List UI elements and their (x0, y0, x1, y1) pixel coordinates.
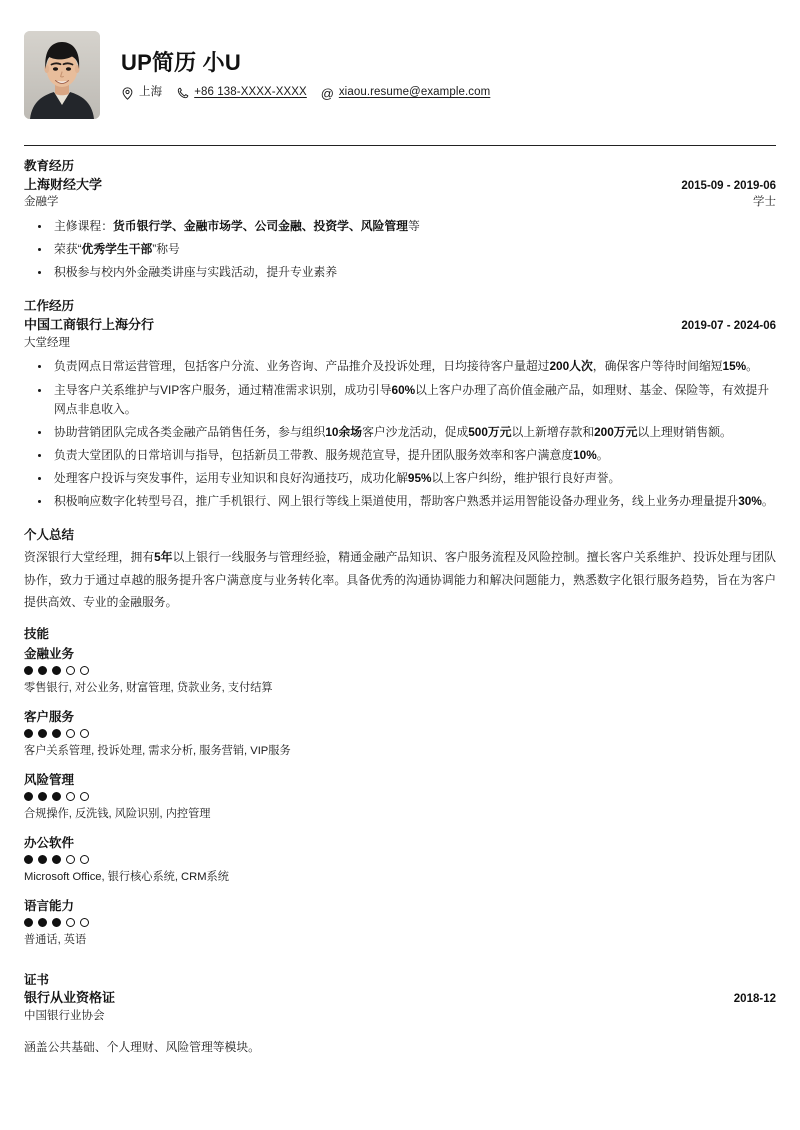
page-title: UP简历 小U (121, 50, 241, 76)
rating-dot-empty (66, 666, 75, 675)
skill-keywords: Microsoft Office, 银行核心系统, CRM系统 (24, 870, 229, 883)
section-title-summary: 个人总结 (24, 528, 75, 543)
education-bullets (24, 217, 776, 282)
rating-dot-empty (66, 855, 75, 864)
rating-dot-filled (24, 729, 33, 738)
certificate-issuer: 中国银行业协会 (24, 1009, 105, 1022)
skill-block (24, 834, 776, 886)
at-icon: @ (320, 85, 334, 101)
rating-dot-empty (80, 792, 89, 801)
skill-keywords: 普通话, 英语 (24, 933, 87, 946)
skill-rating (24, 666, 776, 675)
list-item: 荣获“优秀学生干部”称号 (24, 240, 776, 259)
skill-rating (24, 855, 776, 864)
contact-location-text: 上海 (139, 86, 163, 99)
education-entry-head (24, 176, 776, 195)
list-item: 主修课程：货币银行学、金融市场学、公司金融、投资学、风险管理等 (24, 217, 776, 236)
work-entry-head (24, 316, 776, 335)
rating-dot-filled (38, 792, 47, 801)
skills-list (24, 645, 776, 949)
rating-dot-empty (80, 918, 89, 927)
section-title-education: 教育经历 (24, 159, 75, 173)
phone-icon (176, 87, 189, 100)
list-item: 积极响应数字化转型号召，推广手机银行、网上银行等线上渠道使用，帮助客户熟悉并运用智能设备办理业务，线上业务办理量提升30%。 (24, 492, 776, 511)
rating-dot-filled (52, 918, 61, 927)
skill-block (24, 897, 776, 949)
work-date: 2019-07 - 2024-06 (681, 320, 776, 333)
list-item: 负责网点日常运营管理，包括客户分流、业务咨询、产品推介及投诉处理，日均接待客户量超过200人次，确保客户等待时间缩短15%。 (24, 357, 776, 376)
contact-row (121, 87, 776, 100)
resume-header (24, 0, 776, 119)
certificate-date: 2018-12 (733, 993, 776, 1006)
rating-dot-empty (80, 729, 89, 738)
skill-rating (24, 792, 776, 801)
rating-dot-filled (24, 792, 33, 801)
rating-dot-filled (24, 855, 33, 864)
section-work (24, 286, 776, 511)
skill-keywords: 合规操作, 反洗钱, 风险识别, 内控管理 (24, 807, 211, 820)
certificate-description: 涵盖公共基础、个人理财、风险管理等模块。 (24, 1039, 260, 1054)
rating-dot-filled (38, 729, 47, 738)
rating-dot-filled (38, 666, 47, 675)
rating-dot-empty (66, 792, 75, 801)
contact-email-text[interactable]: xiaou.resume@example.com (338, 86, 491, 99)
work-role: 大堂经理 (24, 336, 70, 349)
skill-block (24, 708, 776, 760)
rating-dot-filled (52, 792, 61, 801)
section-title-skills: 技能 (24, 627, 50, 642)
skill-name: 办公软件 (24, 835, 75, 850)
section-summary (24, 515, 776, 614)
contact-location (121, 87, 162, 100)
skill-rating (24, 918, 776, 927)
location-pin-icon (121, 87, 134, 100)
rating-dot-filled (52, 666, 61, 675)
work-company: 中国工商银行上海分行 (24, 317, 155, 333)
certificate-name: 银行从业资格证 (24, 990, 116, 1006)
work-sub-row (24, 335, 776, 352)
rating-dot-empty (66, 729, 75, 738)
rating-dot-filled (52, 729, 61, 738)
section-certificate (24, 960, 776, 1057)
contact-phone-text[interactable]: +86 138-XXXX-XXXX (194, 86, 307, 99)
list-item: 主导客户关系维护与VIP客户服务，通过精准需求识别，成功引导60%以上客户办理了高价值金融产品，如理财、基金、保险等，有效提升网点非息收入。 (24, 381, 776, 419)
rating-dot-filled (24, 918, 33, 927)
rating-dot-empty (80, 666, 89, 675)
header-text (121, 50, 776, 99)
summary-text: 资深银行大堂经理，拥有5年以上银行一线服务与管理经验，精通金融产品知识、客户服务流程及风险控制。擅长客户关系维护、投诉处理与团队协作，致力于通过卓越的服务提升客户满意度与业务转化率。具备优秀的沟通协调能力和解决问题能力，熟悉数字化银行服务趋势，旨在为客户提供高效、专业的金融服务。 (24, 550, 776, 610)
work-bullets (24, 357, 776, 511)
avatar (24, 31, 100, 119)
certificate-sub-row (24, 1008, 776, 1025)
list-item: 协助营销团队完成各类金融产品销售任务，参与组织10余场客户沙龙活动，促成500万元以上新增存款和200万元以上理财销售额。 (24, 423, 776, 442)
education-date: 2015-09 - 2019-06 (681, 179, 776, 192)
rating-dot-filled (24, 666, 33, 675)
list-item: 处理客户投诉与突发事件，运用专业知识和良好沟通技巧，成功化解95%以上客户纠纷，维护银行良好声誉。 (24, 469, 776, 488)
education-sub-row (24, 194, 776, 211)
education-major: 金融学 (24, 196, 59, 209)
contact-email[interactable] (321, 87, 491, 100)
skill-block (24, 645, 776, 697)
skill-name: 金融业务 (24, 646, 75, 661)
education-degree: 学士 (753, 196, 776, 209)
skill-rating (24, 729, 776, 738)
education-school: 上海财经大学 (24, 176, 103, 192)
skill-keywords: 零售银行, 对公业务, 财富管理, 贷款业务, 支付结算 (24, 682, 273, 695)
rating-dot-filled (38, 918, 47, 927)
skill-name: 语言能力 (24, 898, 75, 913)
section-education (24, 146, 776, 282)
skill-keywords: 客户关系管理, 投诉处理, 需求分析, 服务营销, VIP服务 (24, 744, 291, 757)
list-item: 负责大堂团队的日常培训与指导，包括新员工带教、服务规范宣导，提升团队服务效率和客户满意度10%。 (24, 446, 776, 465)
rating-dot-filled (52, 855, 61, 864)
rating-dot-empty (80, 855, 89, 864)
certificate-entry-head (24, 989, 776, 1008)
section-title-certificate: 证书 (24, 972, 50, 987)
list-item: 积极参与校内外金融类讲座与实践活动，提升专业素养 (24, 263, 776, 282)
rating-dot-filled (38, 855, 47, 864)
skill-name: 客户服务 (24, 709, 75, 724)
skill-name: 风险管理 (24, 772, 75, 787)
contact-phone[interactable] (176, 87, 307, 100)
skill-block (24, 771, 776, 823)
section-title-work: 工作经历 (24, 299, 75, 314)
section-skills (24, 614, 776, 948)
rating-dot-empty (66, 918, 75, 927)
